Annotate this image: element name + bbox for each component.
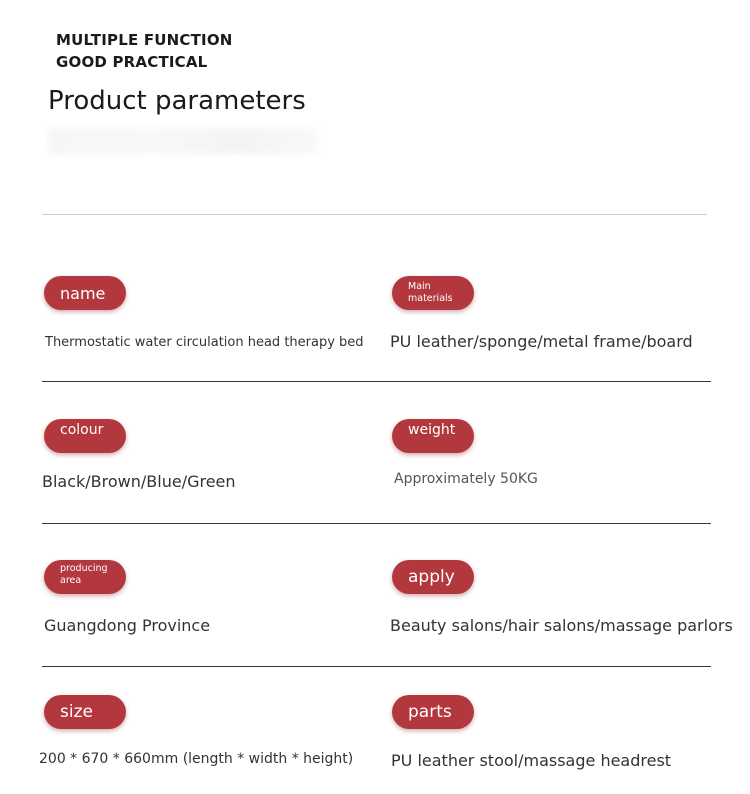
header-divider [42,214,707,215]
param-value-parts: PU leather stool/massage headrest [391,751,672,770]
param-value-size: 200 * 670 * 660mm (length * width * height) [39,751,354,767]
tagline [56,29,233,73]
param-value-apply: Beauty salons/hair salons/massage parlors [390,616,733,635]
param-value-main-materials: PU leather/sponge/metal frame/board [390,332,693,351]
param-label-main-materials: Main materials [392,276,474,310]
faded-subtitle-placeholder [48,128,318,154]
param-value-weight: Approximately 50KG [394,471,538,487]
tagline-line-2: GOOD PRACTICAL [56,53,208,71]
param-label-weight: weight [392,419,474,453]
row-divider-3 [42,666,711,667]
param-label-apply: apply [392,560,474,594]
page-title: Product parameters [48,86,306,116]
param-label-name: name [44,276,126,310]
param-label-colour: colour [44,419,126,453]
param-value-colour: Black/Brown/Blue/Green [42,472,236,491]
param-value-name: Thermostatic water circulation head therapy bed [45,335,364,350]
row-divider-2 [42,523,711,524]
param-value-producing-area: Guangdong Province [44,616,211,635]
param-label-parts: parts [392,695,474,729]
tagline-line-1: MULTIPLE FUNCTION [56,31,233,49]
row-divider-1 [42,381,711,382]
param-label-size: size [44,695,126,729]
param-label-producing-area: producing area [44,560,126,594]
